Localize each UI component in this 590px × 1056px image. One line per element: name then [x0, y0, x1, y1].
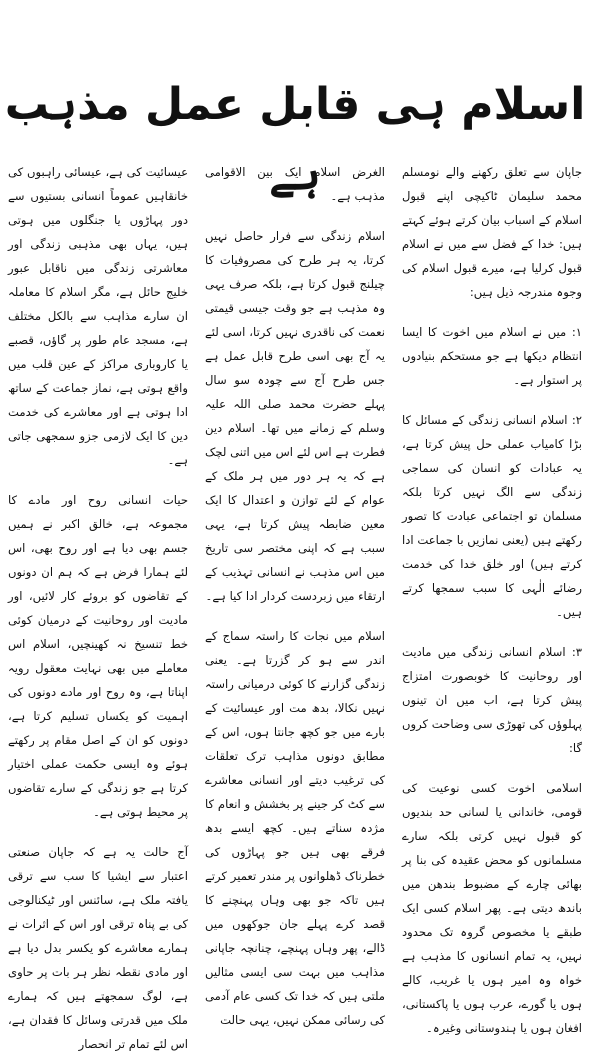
paragraph: جاپان سے تعلق رکھنے والے نومسلم محمد سلیمان ٹاکیچی اپنے قبول اسلام کے اسباب بیان کرتے ہوئے کہتے ہیں: خدا کے فضل سے میں نے اسلام قبول کرلیا ہے، میرے قبول اسلام کی وجوہ مندرجہ ذیل ہیں: [402, 165, 582, 299]
column-right [402, 160, 582, 1035]
paragraph: اسلام زندگی سے فرار حاصل نہیں کرتا، یہ ہر طرح کی مصروفیات کا چیلنج قبول کرتا ہے، بلکہ صرف یہی وہ مذہب ہے جو وقت جیسی قیمتی نعمت کی ناقدری نہیں کرتا، اسی لئے یہ آج بھی اسی طرح قابل عمل ہے جس طرح آج سے چودہ سو سال پہلے حضرت محمد صلی اللہ علیہ وسلم کے زمانے میں تھا۔ اسلام دین فطرت ہے اس لئے اس میں اتنی لچک ہے کہ یہ ہر دور میں ہر ملک کے عوام کے لئے توازن و اعتدال کا ایک معین ضابطہ پیش کرتا ہے، یہی سبب ہے کہ اپنی مختصر سی تاریخ میں اس مذہب نے انسانی تہذیب کے ارتقاء میں زبردست کردار ادا کیا ہے۔ [205, 229, 385, 603]
paragraph: ۳: اسلام انسانی زندگی میں مادیت اور روحانیت کا خوبصورت امتزاج پیش کرتا ہے، اب میں ان تینوں پہلوؤں کی تھوڑی سی وضاحت کروں گا: [402, 645, 582, 755]
paragraph: عیسائیت کی ہے، عیسائی راہبوں کی خانقاہیں عموماً انسانی بستیوں سے دور پہاڑوں یا جنگلوں میں ہوتی ہیں، یہاں بھی مذہبی زندگی اور معاشرتی زندگی میں ناقابل عبور خلیج حائل ہے، مگر اسلام کا معاملہ ان سارے مذاہب سے بالکل مختلف ہے، مسجد عام طور پر گاؤں، قصبے یا کاروباری مراکز کے عین قلب میں واقع ہوتی ہے، نماز جماعت کے ساتھ ادا ہوتی ہے اور معاشرے کی خدمت دین کا ایک لازمی جزو سمجھی جاتی ہے۔ [8, 165, 188, 467]
paragraph: اسلامی اخوت کسی نوعیت کی قومی، خاندانی یا لسانی حد بندیوں کو قبول نہیں کرتی بلکہ سارے مسلمانوں کو محض عقیدہ کی بنا پر بھائی چارے کے مضبوط بندھن میں باندھ دیتی ہے۔ پھر اسلام کسی ایک طبقے یا مخصوص گروہ تک محدود نہیں، یہ تمام انسانوں کا مذہب ہے خواہ وہ امیر ہوں یا غریب، کالے ہوں یا گورے، عرب ہوں یا پاکستانی، افغان ہوں یا ہندوستانی وغیرہ۔ [402, 781, 582, 1035]
column-left [8, 160, 188, 1051]
paragraph: ۲: اسلام انسانی زندگی کے مسائل کا بڑا کامیاب عملی حل پیش کرتا ہے، یہ عبادات کو انسان کی سماجی زندگی سے الگ نہیں کرتا بلکہ مسلمان تو اجتماعی عبادت کا تصور رکھتے ہیں (یعنی نمازیں با جماعت ادا کرتے ہیں) اور خلق خدا کی خدمت رضائے الٰہی کا سبب سمجھا کرتے ہیں۔ [402, 413, 582, 619]
paragraph: حیات انسانی روح اور مادے کا مجموعہ ہے، خالق اکبر نے ہمیں جسم بھی دیا ہے اور روح بھی، اس لئے ہمارا فرض ہے کہ ہم ان دونوں کے تقاضوں کو بروئے کار لائیں، اور مادیت اور روحانیت کے درمیان کوئی خط تنسیخ نہ کھینچیں، اسلام اس معاملے میں بھی نہایت معقول رویہ اپناتا ہے، وہ روح اور مادے دونوں کی اہمیت کو یکساں تسلیم کرتا ہے، دونوں کو ان کے اصل مقام پر رکھتے ہوئے وہ ایسی حکمت عملی اختیار کرتا ہے جو زندگی کے سارے تقاضوں پر محیط ہوتی ہے۔ [8, 493, 188, 819]
paragraph: اسلام میں نجات کا راستہ سماج کے اندر سے ہو کر گزرتا ہے۔ یعنی زندگی گزارنے کا کوئی درمیانی راستہ نہیں نکالا، بدھ مت اور عیسائیت کے بارے میں جو کچھ جانتا ہوں، اس کے مطابق دونوں مذاہب ترک تعلقات کی ترغیب دیتے اور انسانی معاشرے سے کٹ کر جینے پر بخشش و انعام کا مژدہ سناتے ہیں۔ کچھ ایسے بدھ فرقے بھی ہیں جو پہاڑوں کی خطرناک ڈھلوانوں پر مندر تعمیر کرتے ہیں تاکہ جو بھی وہاں پہنچنے کا قصد کرے پہلے جان جوکھوں میں ڈالے، پھر وہاں پہنچے، چنانچہ جاپانی مذاہب میں بہت سی ایسی مثالیں ملتی ہیں کہ خدا تک کسی عام آدمی کی رسائی ممکن نہیں، یہی حالت [205, 629, 385, 1027]
paragraph: آج حالت یہ ہے کہ جاپان صنعتی اعتبار سے ایشیا کا سب سے ترقی یافتہ ملک ہے، سائنس اور ٹیکنالوجی کی بے پناہ ترقی اور اس کے اثرات نے ہمارے معاشرے کو یکسر بدل دیا ہے اور مادی نقطہ نظر ہر بات پر حاوی ہے، لوگ سمجھتے ہیں کہ ہمارے ملک میں قدرتی وسائل کا فقدان ہے، اس لئے تمام تر انحصار [8, 845, 188, 1051]
page-title: اسلام ہی قابل عمل مذہب ہے [4, 79, 586, 200]
paragraph: الغرض اسلام ایک بین الاقوامی مذہب ہے۔ [205, 165, 385, 203]
column-middle [205, 160, 385, 1027]
paragraph: ۱: میں نے اسلام میں اخوت کا ایسا انتظام دیکھا ہے جو مستحکم بنیادوں پر استوار ہے۔ [402, 325, 582, 387]
